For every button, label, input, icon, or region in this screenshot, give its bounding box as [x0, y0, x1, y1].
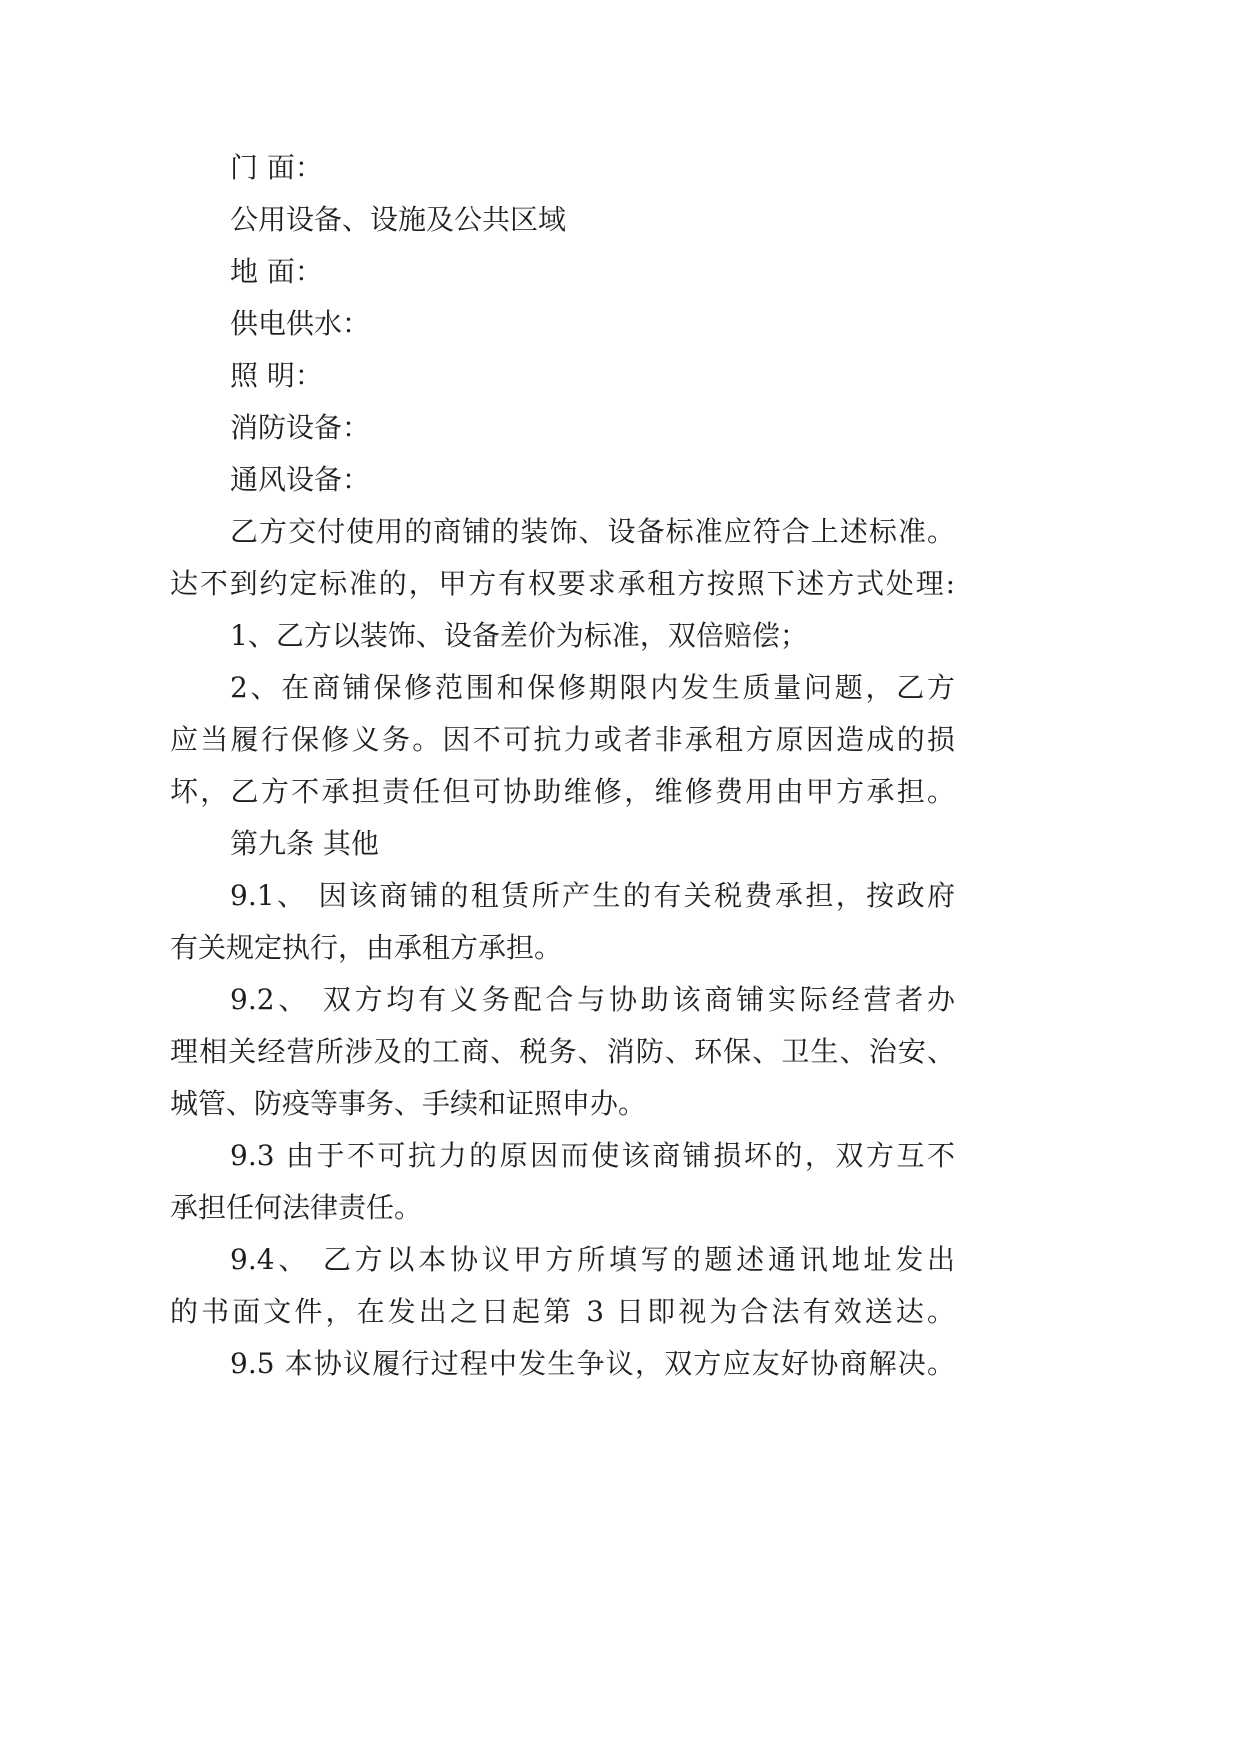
clause-2-warranty: [170, 662, 955, 818]
doc-line: 9.5 本协议履行过程中发生争议，双方应友好协商解决。: [230, 1347, 955, 1380]
doc-line: 2、在商铺保修范围和保修期限内发生质量问题，乙方: [230, 671, 955, 704]
item-public-facilities-heading: [170, 194, 955, 246]
doc-line: 照 明：: [230, 359, 323, 392]
doc-line: 乙方交付使用的商铺的装饰、设备标准应符合上述标准。: [230, 515, 955, 548]
doc-line: 地 面：: [230, 255, 323, 288]
doc-line: 应当履行保修义务。因不可抗力或者非承租方原因造成的损: [170, 723, 955, 756]
doc-line: 消防设备：: [230, 411, 371, 444]
item-floor: [170, 246, 955, 298]
doc-line: 城管、防疫等事务、手续和证照申办。: [170, 1087, 647, 1120]
doc-line: 9.3 由于不可抗力的原因而使该商铺损坏的，双方互不: [230, 1139, 955, 1172]
doc-line: 门 面：: [230, 151, 323, 184]
item-storefront: [170, 142, 955, 194]
clause-1-compensation: [170, 610, 955, 662]
item-lighting: [170, 350, 955, 402]
clause-9-3: [170, 1130, 955, 1234]
doc-line: 第九条 其他: [230, 827, 379, 860]
clause-9-2: [170, 974, 955, 1130]
doc-line: 9.2、 双方均有义务配合与协助该商铺实际经营者办: [230, 983, 955, 1016]
clause-9-5: [170, 1338, 955, 1390]
clause-9-1: [170, 870, 955, 974]
doc-line: 的书面文件，在发出之日起第 3 日即视为合法有效送达。: [170, 1295, 955, 1328]
doc-line: 9.4、 乙方以本协议甲方所填写的题述通讯地址发出: [230, 1243, 955, 1276]
doc-line: 理相关经营所涉及的工商、税务、消防、环保、卫生、治安、: [170, 1035, 955, 1068]
doc-line: 1、乙方以装饰、设备差价为标准，双倍赔偿；: [230, 619, 808, 652]
doc-line: 通风设备：: [230, 463, 371, 496]
doc-line: 承担任何法律责任。: [170, 1191, 423, 1224]
clause-9-4: [170, 1234, 955, 1338]
doc-line: 公用设备、设施及公共区域: [230, 203, 567, 236]
doc-line: 供电供水：: [230, 307, 371, 340]
doc-line: 有关规定执行，由承租方承担。: [170, 931, 563, 964]
item-ventilation: [170, 454, 955, 506]
item-fire-equipment: [170, 402, 955, 454]
doc-line: 9.1、 因该商铺的租赁所产生的有关税费承担，按政府: [230, 879, 955, 912]
document-body: [170, 142, 955, 1390]
article-9-heading: [170, 818, 955, 870]
item-power-water: [170, 298, 955, 350]
paragraph-standard-compliance: [170, 506, 955, 610]
doc-line: 达不到约定标准的，甲方有权要求承租方按照下述方式处理:: [170, 567, 955, 600]
doc-line: 坏，乙方不承担责任但可协助维修，维修费用由甲方承担。: [170, 775, 955, 808]
